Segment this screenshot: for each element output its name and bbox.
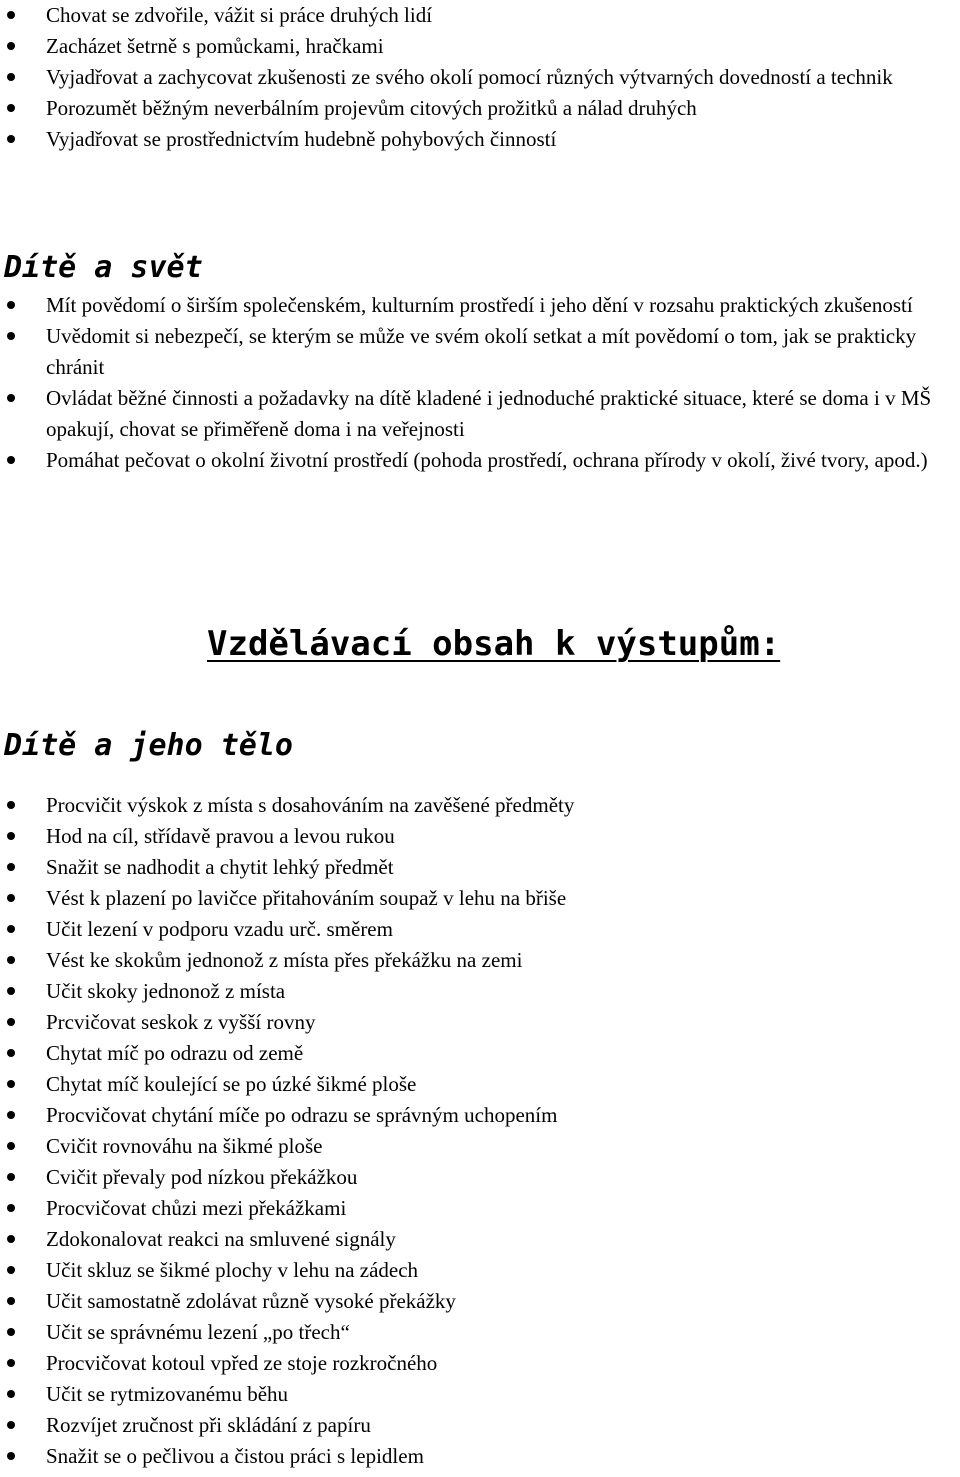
list-item [0, 0, 946, 31]
list-item-text: Snažit se o pečlivou a čistou práci s lepidlem [46, 1444, 424, 1468]
list-item-text: Uvědomit si nebezpečí, se kterým se může ve svém okolí setkat a mít povědomí o tom, jak se prakticky chránit [46, 324, 917, 379]
bullet-icon [7, 956, 15, 964]
list-item [0, 1162, 946, 1193]
bullet-icon [7, 73, 15, 81]
list-item [0, 1069, 946, 1100]
list-item-text: Rozvíjet zručnost při skládání z papíru [46, 1413, 371, 1437]
list-item-text: Snažit se nadhodit a chytit lehký předmět [46, 855, 394, 879]
bullet-icon [7, 394, 15, 402]
list-item-text: Ovládat běžné činnosti a požadavky na dítě kladené i jednoduché praktické situace, které se doma i v MŠ opakují, chovat se přiměřeně doma i na veřejnosti [46, 386, 932, 441]
bullet-icon [7, 42, 15, 50]
bullet-icon [7, 1111, 15, 1119]
list-item [0, 1224, 946, 1255]
list-item-text: Vyjadřovat a zachycovat zkušenosti ze svého okolí pomocí různých výtvarných dovedností a technik [46, 65, 893, 89]
bullet-icon [7, 456, 15, 464]
list-item [0, 790, 946, 821]
list-item [0, 1255, 946, 1286]
list-item [0, 445, 946, 476]
section-heading-child-body: Dítě a jeho tělo [4, 728, 293, 763]
list-item-text: Vést ke skokům jednonož z místa přes překážku na zemi [46, 948, 523, 972]
list-item-text: Porozumět běžným neverbálním projevům citových prožitků a nálad druhých [46, 96, 697, 120]
bullet-icon [7, 832, 15, 840]
list-item-text: Zacházet šetrně s pomůckami, hračkami [46, 34, 384, 58]
list-item-text: Procvičovat chytání míče po odrazu se správným uchopením [46, 1103, 558, 1127]
list-item [0, 976, 946, 1007]
bullet-icon [7, 1452, 15, 1460]
bullet-icon [7, 894, 15, 902]
list-item [0, 1379, 946, 1410]
bullet-icon [7, 1204, 15, 1212]
bullet-icon [7, 987, 15, 995]
list-item-text: Učit se správnému lezení „po třech“ [46, 1320, 350, 1344]
list-item-text: Procvičovat chůzi mezi překážkami [46, 1196, 347, 1220]
list-item [0, 1007, 946, 1038]
list-item [0, 1410, 946, 1441]
list-item [0, 914, 946, 945]
list-item-text: Mít povědomí o širším společenském, kulturním prostředí i jeho dění v rozsahu praktických zkušeností [46, 293, 913, 317]
list-item-text: Učit samostatně zdolávat různě vysoké překážky [46, 1289, 456, 1313]
bullet-icon [7, 863, 15, 871]
list-item-text: Procvičit výskok z místa s dosahováním na zavěšené předměty [46, 793, 575, 817]
list-item [0, 93, 946, 124]
bullet-icon [7, 1235, 15, 1243]
list-item-text: Chytat míč po odrazu od země [46, 1041, 304, 1065]
section-heading-child-world: Dítě a svět [4, 250, 203, 285]
bullet-icon [7, 332, 15, 340]
bullet-icon [7, 1266, 15, 1274]
list-item [0, 1348, 946, 1379]
list-item-text: Procvičovat kotoul vpřed ze stoje rozkročného [46, 1351, 438, 1375]
list-item [0, 1131, 946, 1162]
bullet-icon [7, 1173, 15, 1181]
list-item-text: Učit skluz se šikmé plochy v lehu na zádech [46, 1258, 419, 1282]
list-item-text: Vést k plazení po lavičce přitahováním soupaž v lehu na břiše [46, 886, 567, 910]
bullet-icon [7, 1421, 15, 1429]
bullet-icon [7, 925, 15, 933]
content-title: Vzdělávací obsah k výstupům: [207, 624, 781, 664]
list-item [0, 62, 946, 93]
list-item-text: Prcvičovat seskok z vyšší rovny [46, 1010, 316, 1034]
list-item [0, 31, 946, 62]
bullet-icon [7, 11, 15, 19]
list-item-text: Chytat míč koulející se po úzké šikmé ploše [46, 1072, 417, 1096]
list-item [0, 821, 946, 852]
bullet-icon [7, 135, 15, 143]
list-item-text: Učit skoky jednonož z místa [46, 979, 286, 1003]
bullet-icon [7, 1297, 15, 1305]
child-body-list [0, 790, 946, 1472]
bullet-icon [7, 1049, 15, 1057]
list-item [0, 1193, 946, 1224]
list-item-text: Pomáhat pečovat o okolní životní prostředí (pohoda prostředí, ochrana přírody v okolí, živé tvory, apod.) [46, 448, 928, 472]
list-item [0, 1100, 946, 1131]
list-item [0, 1441, 946, 1472]
list-item-text: Cvičit rovnováhu na šikmé ploše [46, 1134, 323, 1158]
bullet-icon [7, 1080, 15, 1088]
bullet-icon [7, 1328, 15, 1336]
bullet-icon [7, 1359, 15, 1367]
list-item [0, 945, 946, 976]
intro-list [0, 0, 946, 155]
list-item [0, 883, 946, 914]
bullet-icon [7, 301, 15, 309]
list-item [0, 321, 946, 383]
list-item [0, 1038, 946, 1069]
list-item [0, 852, 946, 883]
list-item-text: Chovat se zdvořile, vážit si práce druhých lidí [46, 3, 433, 27]
list-item [0, 290, 946, 321]
child-world-list [0, 290, 946, 476]
list-item-text: Zdokonalovat reakci na smluvené signály [46, 1227, 396, 1251]
list-item-text: Učit se rytmizovanému běhu [46, 1382, 289, 1406]
bullet-icon [7, 1390, 15, 1398]
bullet-icon [7, 1018, 15, 1026]
list-item [0, 124, 946, 155]
bullet-icon [7, 104, 15, 112]
list-item [0, 1286, 946, 1317]
list-item-text: Hod na cíl, střídavě pravou a levou rukou [46, 824, 395, 848]
list-item-text: Vyjadřovat se prostřednictvím hudebně pohybových činností [46, 127, 557, 151]
list-item [0, 1317, 946, 1348]
list-item-text: Učit lezení v podporu vzadu urč. směrem [46, 917, 393, 941]
list-item [0, 383, 946, 445]
list-item-text: Cvičit převaly pod nízkou překážkou [46, 1165, 358, 1189]
bullet-icon [7, 801, 15, 809]
bullet-icon [7, 1142, 15, 1150]
